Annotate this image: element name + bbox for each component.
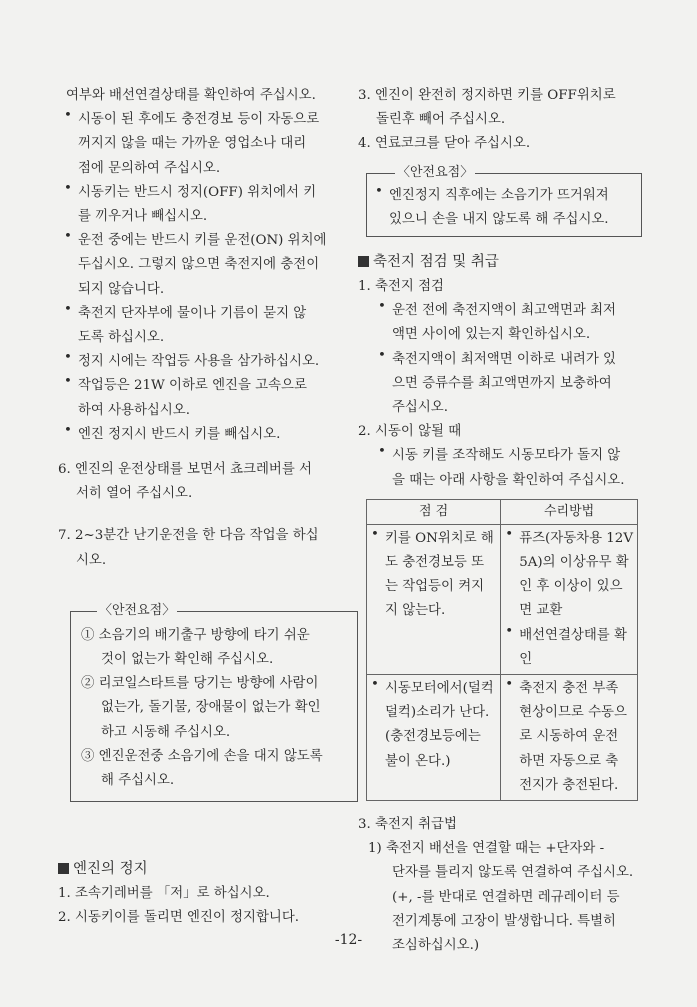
list-item: • 엔진정지 직후에는 소음기가 뜨거워져 있으니 손을 내지 않도록 해 주십시오. — [373, 184, 635, 232]
text-line: 서히 열어 주십시오. — [76, 486, 193, 502]
table-cell — [501, 675, 638, 801]
text-line: 점에 문의하여 주십시오. — [78, 160, 221, 176]
text-line: 로 시동하여 운전 — [519, 729, 619, 745]
text-line: 하고 시동해 주십시오. — [101, 724, 231, 740]
text-line: ① 소음기의 배기출구 방향에 타기 쉬운 — [81, 627, 310, 643]
safety-box-title: 〈안전요점〉 — [397, 164, 474, 180]
text-line: 전지가 충전된다. — [519, 777, 619, 793]
text-line: 해 주십시오. — [101, 773, 175, 789]
text-line: 도록 하십시오. — [78, 330, 165, 346]
text-line: 엔진 정지시 반드시 키를 빼십시오. — [78, 426, 281, 442]
text-line: 지 않는다. — [385, 603, 446, 619]
safety-item — [81, 745, 351, 793]
text-line: 으면 증류수를 최고액면까지 보충하여 — [392, 375, 612, 391]
section-heading — [358, 249, 640, 275]
text-line: 3. 엔진이 완전히 정지하면 키를 OFF위치로 — [358, 88, 616, 103]
safety-box-title: 〈안전요점〉 — [99, 602, 176, 618]
text-line: 두십시오. 그렇지 않으면 축전지에 충전이 — [78, 257, 320, 273]
text-line: 을 때는 아래 사항을 확인하여 주십시오. — [392, 472, 625, 488]
subheading: 2. 시동이 않될 때 — [358, 424, 462, 440]
text-line: 운전 중에는 반드시 키를 운전(ON) 위치에 — [78, 233, 327, 249]
text-line: 2. 시동키이를 돌리면 엔진이 정지합니다. — [58, 910, 300, 926]
text-line: 키를 ON위치로 해 — [385, 530, 494, 546]
list-item: • 키를 ON위치로 해 도 충전경보등 또 는 작업등이 켜지 지 않는다. — [371, 527, 496, 624]
text-line: 정지 시에는 작업등 사용을 삼가하십시오. — [78, 354, 320, 370]
text-line: 시동키는 반드시 정지(OFF) 위치에서 키 — [78, 184, 317, 200]
text-line: 운전 전에 축전지액이 최고액면과 최저 — [392, 303, 616, 319]
list-item: • 퓨즈(자동차용 12V 5A)의 이상유무 확 인 후 이상이 있으 면 교환 — [505, 527, 633, 624]
table-cell — [367, 675, 501, 801]
subheading: 1. 축전지 점검 — [358, 279, 444, 295]
table-header-row — [367, 499, 638, 524]
right-column — [358, 84, 640, 958]
list-item: • 축전지액이 최저액면 이하로 내려가 있 으면 증류수를 최고액면까지 보충하여 주십시오. — [372, 348, 640, 421]
list-item: • 시동 키를 조작해도 시동모타가 돌지 않 을 때는 아래 사항을 확인하여 주십시오. — [372, 444, 640, 492]
engine-stop-section — [58, 856, 338, 930]
text-line: 1) 축전지 배선을 연결할 때는 +단자와 - — [368, 841, 605, 857]
text-line: 배선연결상태를 확 — [519, 627, 627, 643]
text-line: 는 작업등이 켜지 — [385, 579, 485, 595]
text-line: 것이 없는가 확인해 주십시오. — [101, 652, 274, 668]
text-line: 불이 온다.) — [385, 753, 451, 769]
text-line: 작업등은 21W 이하로 엔진을 고속으로 — [78, 378, 307, 394]
text-line: 시오. — [76, 552, 107, 568]
text-line: 액면 사이에 있는지 확인하십시오. — [392, 327, 591, 343]
text-line: 있으니 손을 내지 않도록 해 주십시오. — [389, 211, 609, 227]
text-line: 없는가, 돌기물, 장애물이 없는가 확인 — [101, 700, 321, 716]
text-line: 인 후 이상이 있으 — [519, 579, 623, 595]
list-item: • 엔진 정지시 반드시 키를 빼십시오. — [58, 423, 338, 447]
left-column — [58, 84, 338, 931]
text-line: 시동모터에서(덜컥 — [385, 681, 494, 697]
text-line: 하여 사용하십시오. — [78, 402, 190, 418]
text-line: 축전지액이 최저액면 이하로 내려가 있 — [392, 351, 616, 367]
text-line: 전기계통에 고장이 발생합니다. 특별히 — [392, 913, 616, 929]
text-line: 시동 키를 조작해도 시동모타가 돌지 않 — [392, 448, 621, 464]
text-line: (충전경보등에는 — [385, 729, 481, 745]
safety-item — [81, 672, 351, 745]
list-item: • 작업등은 21W 이하로 엔진을 고속으로 하여 사용하십시오. — [58, 374, 338, 422]
list-item: • 축전지 단자부에 물이나 기름이 묻지 않 도록 하십시오. — [58, 302, 338, 350]
text-line: 주십시오. — [392, 400, 448, 416]
square-bullet-icon — [58, 863, 69, 874]
text-line: 축전지 단자부에 물이나 기름이 묻지 않 — [78, 305, 307, 321]
text-line: 인 — [519, 651, 533, 667]
text-line: 도 충전경보등 또 — [385, 555, 485, 571]
column-header: 수리방법 — [501, 499, 638, 524]
column-header: 점 검 — [367, 499, 501, 524]
section-heading-text: 축전지 점검 및 취급 — [373, 254, 499, 271]
text-line: 퓨즈(자동차용 12V — [519, 530, 633, 546]
table-cell — [367, 524, 501, 674]
text-line: 덜컥)소리가 난다. — [385, 705, 490, 721]
safety-box — [70, 602, 358, 802]
text-line: 6. 엔진의 운전상태를 보면서 쵸크레버를 서 — [58, 462, 312, 478]
table-cell — [501, 524, 638, 674]
list-item: • 운전 중에는 반드시 키를 운전(ON) 위치에 두십시오. 그렇지 않으면 축전지에 충전이 되지 않습니다. — [58, 229, 338, 302]
text-line: 현상이므로 수동으 — [519, 705, 627, 721]
text-line: 시동이 된 후에도 충전경보 등이 자동으로 — [78, 112, 320, 128]
list-item: • 축전지 충전 부족 현상이므로 수동으 로 시동하여 운전 하면 자동으로 축 전지가 충전된다. — [505, 677, 633, 798]
section-heading — [58, 856, 338, 882]
text-line: 꺼지지 않을 때는 가까운 영업소나 대리 — [78, 136, 307, 152]
text-line: 축전지 충전 부족 — [519, 681, 619, 697]
subheading: 3. 축전지 취급법 — [358, 817, 457, 833]
text-line: 엔진정지 직후에는 소음기가 뜨거워져 — [389, 187, 609, 203]
list-item: • 시동키는 반드시 정지(OFF) 위치에서 키 를 끼우거나 빼십시오. — [58, 181, 338, 229]
step-3 — [358, 84, 640, 132]
table-row — [367, 675, 638, 801]
text-line: 를 끼우거나 빼십시오. — [78, 209, 208, 225]
step-7 — [58, 524, 338, 572]
battery-section — [358, 249, 640, 958]
text-line: 돌린후 빼어 주십시오. — [376, 112, 506, 128]
square-bullet-icon — [358, 256, 369, 267]
list-item: • 시동모터에서(덜컥 덜컥)소리가 난다. (충전경보등에는 불이 온다.) — [371, 677, 496, 774]
list-item: • 정지 시에는 작업등 사용을 삼가하십시오. — [58, 350, 338, 374]
text-line: 5A)의 이상유무 확 — [519, 555, 629, 571]
text-line: 1. 조속기레버를 「저」로 하십시오. — [58, 886, 270, 902]
text-line: 7. 2~3분간 난기운전을 한 다음 작업을 하십 — [58, 528, 319, 544]
text-line: 단자를 틀리지 않도록 연결하여 주십시오. — [392, 865, 634, 881]
text-line: 조심하십시오.) — [392, 938, 480, 954]
list-item: • 운전 전에 축전지액이 최고액면과 최저 액면 사이에 있는지 확인하십시오. — [372, 299, 640, 347]
step-4: 4. 연료코크를 닫아 주십시오. — [358, 136, 531, 152]
intro-line: 여부와 배선연결상태를 확인하여 주십시오. — [66, 88, 316, 103]
text-line: (+, -를 반대로 연결하면 레규레이터 등 — [392, 889, 620, 905]
table-row — [367, 524, 638, 674]
list-item: • 시동이 된 후에도 충전경보 등이 자동으로 꺼지지 않을 때는 가까운 영업소나 대리 점에 문의하여 주십시오. — [58, 108, 338, 181]
safety-item — [81, 624, 351, 672]
text-line: ③ 엔진운전중 소음기에 손을 대지 않도록 — [81, 748, 323, 764]
section-heading-text: 엔진의 정지 — [73, 861, 148, 878]
page-number: -12- — [334, 932, 363, 948]
safety-box — [366, 164, 642, 237]
troubleshooting-table — [366, 499, 638, 801]
text-line: 면 교환 — [519, 603, 563, 619]
text-line: 하면 자동으로 축 — [519, 753, 619, 769]
text-line: 되지 않습니다. — [78, 281, 165, 297]
text-line: ② 리코일스타트를 당기는 방향에 사람이 — [81, 676, 319, 692]
step-6 — [58, 458, 338, 506]
list-item: • 배선연결상태를 확 인 — [505, 624, 633, 672]
